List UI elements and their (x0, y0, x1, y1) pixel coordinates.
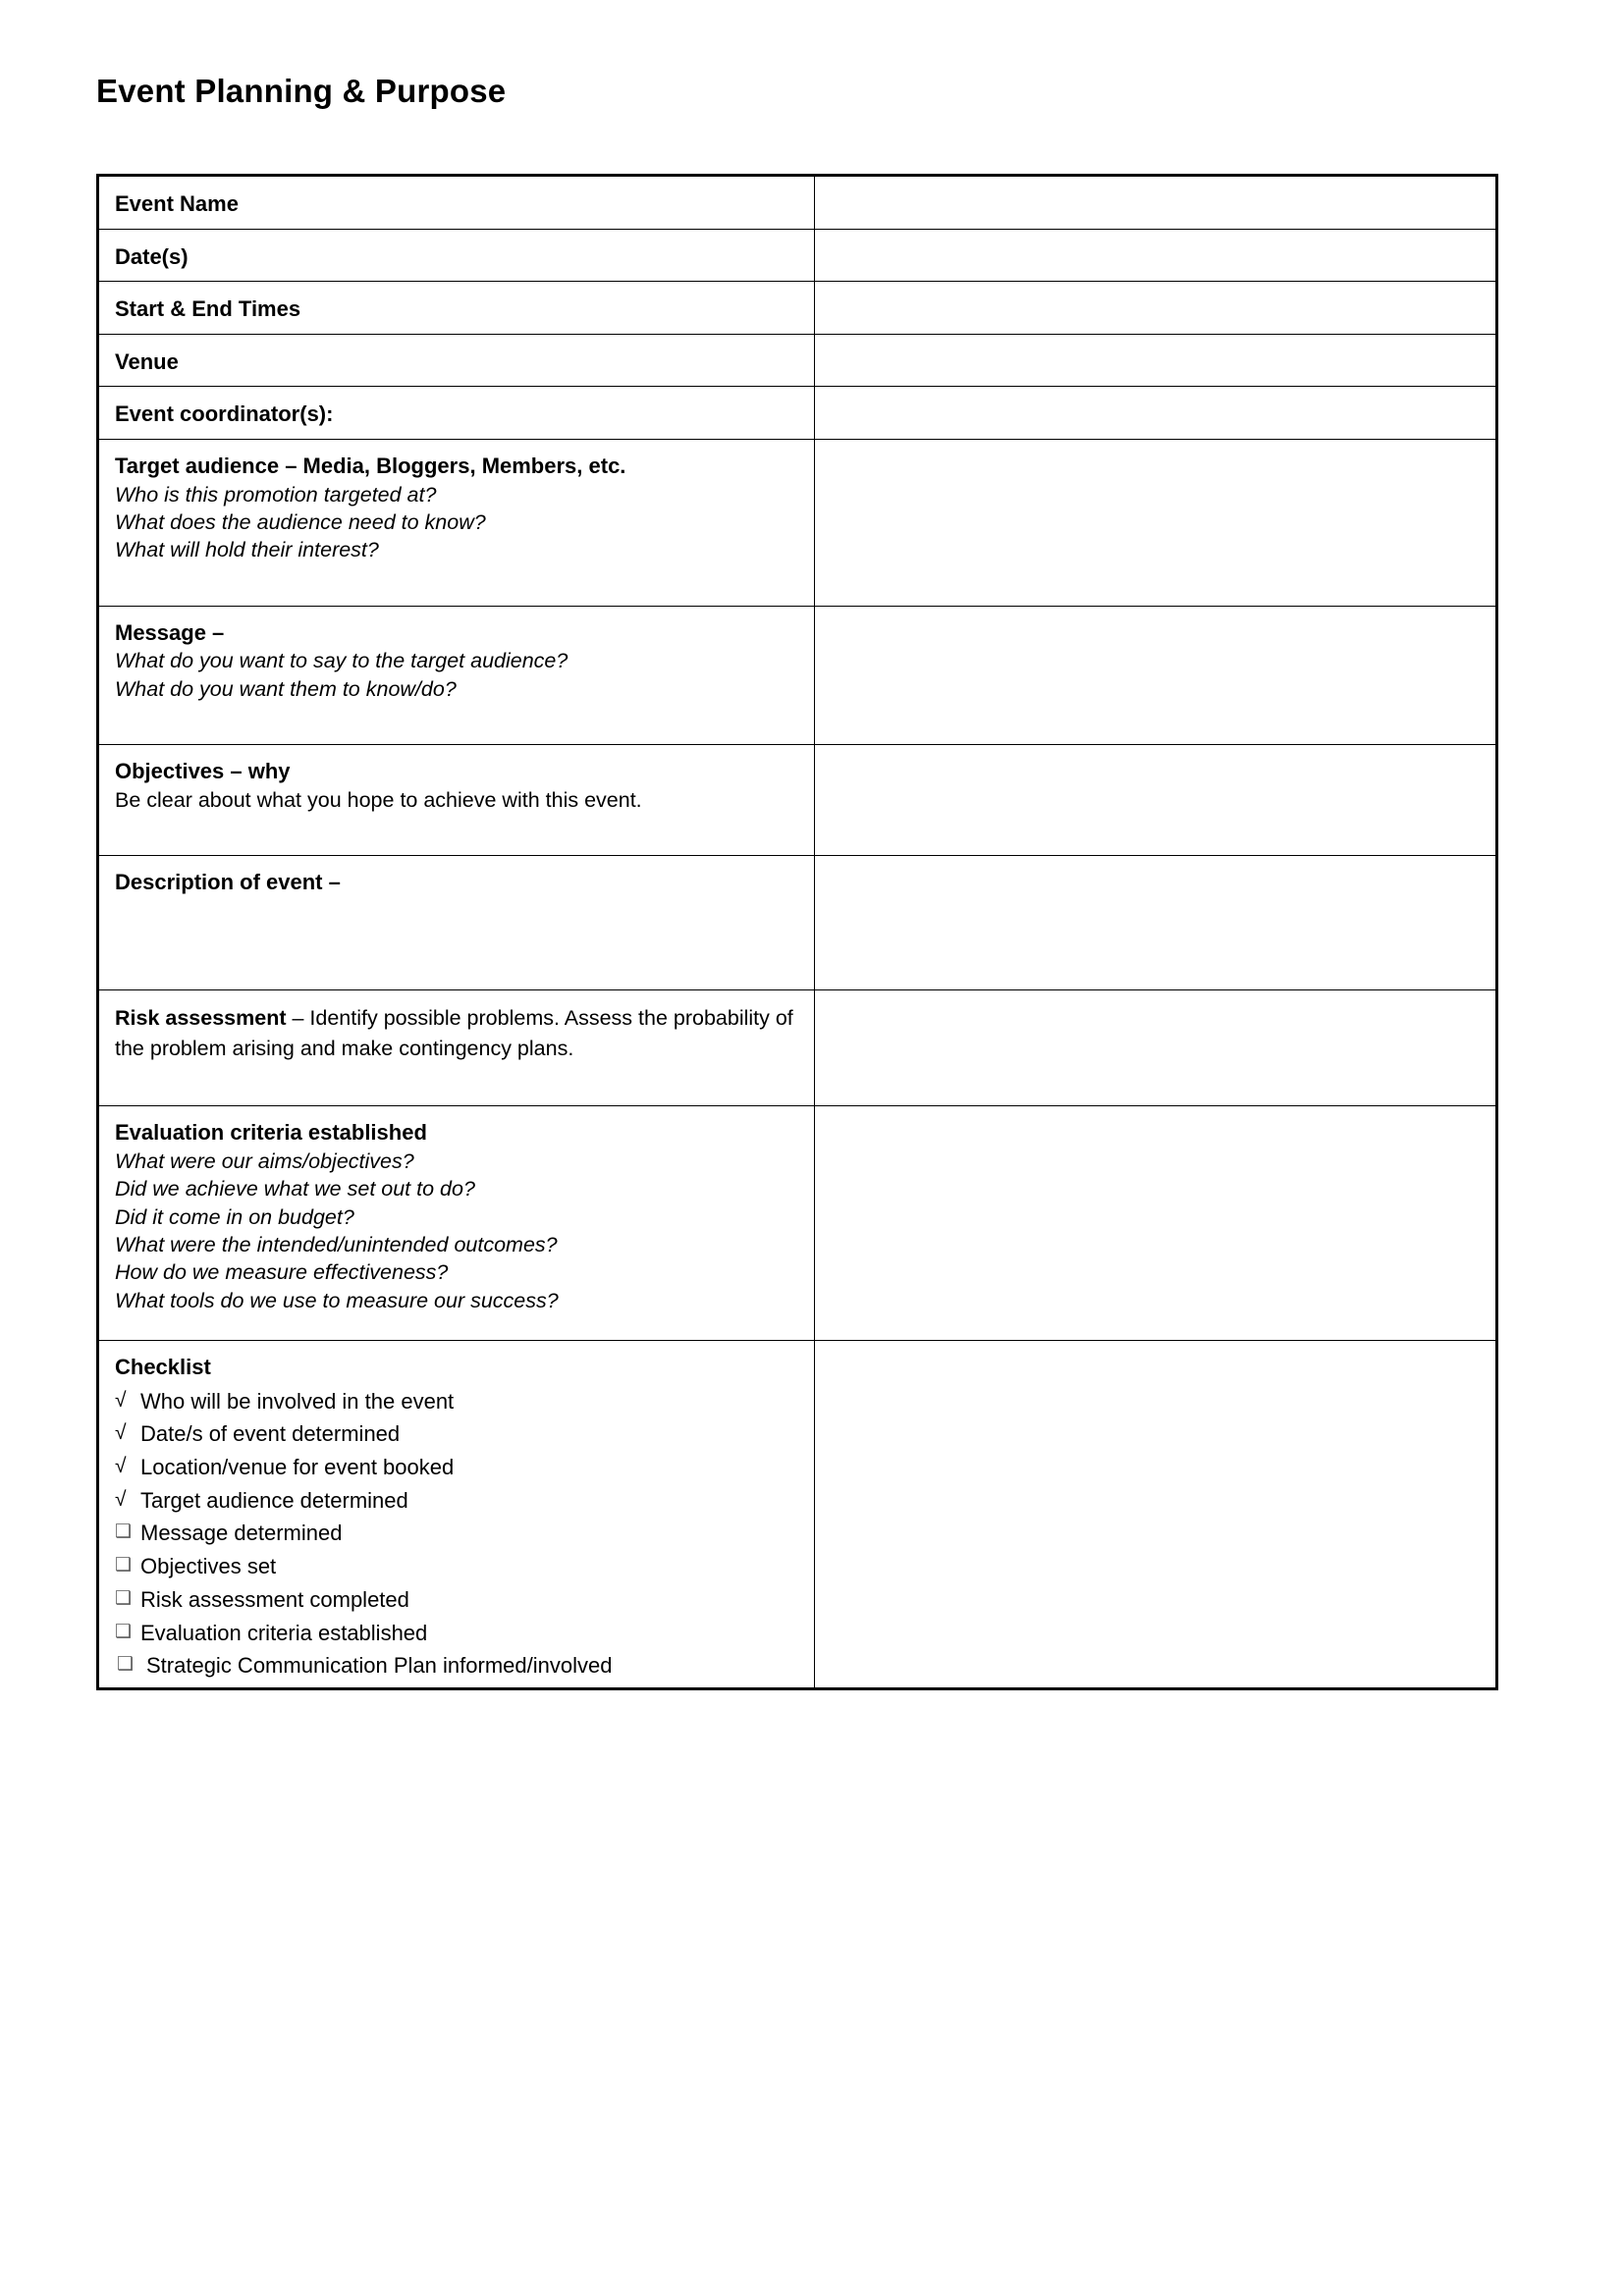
row-value-cell-event-coordinators[interactable] (815, 387, 1497, 440)
table-row (98, 856, 1497, 990)
table-row (98, 334, 1497, 387)
row-label-cell-dates (98, 229, 815, 282)
row-value-cell-objectives[interactable] (815, 745, 1497, 856)
field-label: Venue (115, 348, 179, 374)
field-label: Target audience – Media, Bloggers, Members, etc. (115, 453, 626, 478)
checkmark-icon: √ (115, 1455, 127, 1478)
row-label-cell-evaluation-criteria (98, 1106, 815, 1341)
table-row (98, 1341, 1497, 1689)
prompt-line: What were our aims/objectives? (115, 1148, 414, 1173)
field-label: Start & End Times (115, 296, 301, 322)
prompt-line: What do you want to say to the target audience? (115, 649, 568, 673)
checklist-item[interactable] (115, 1420, 804, 1448)
row-value-cell-target-audience[interactable] (815, 439, 1497, 606)
checklist-item[interactable] (115, 1553, 804, 1580)
field-label: Description of event – (115, 870, 341, 895)
prompt-line: What tools do we use to measure our success? (115, 1288, 559, 1312)
row-label-cell-description (98, 856, 815, 990)
row-value-cell-dates[interactable] (815, 229, 1497, 282)
checklist-item[interactable] (115, 1487, 804, 1515)
prompt-line: Be clear about what you hope to achieve with this event. (115, 787, 642, 812)
checkmark-icon: √ (115, 1388, 127, 1412)
row-label-cell-risk-assessment (98, 989, 815, 1105)
row-value-cell-start-end-times[interactable] (815, 282, 1497, 335)
row-label-cell-checklist (98, 1341, 815, 1689)
field-label: Checklist (115, 1355, 211, 1379)
field-description (115, 1003, 804, 1064)
prompt-line: Who is this promotion targeted at? (115, 482, 437, 507)
event-planning-form-table (96, 174, 1498, 1690)
checklist-item[interactable] (115, 1586, 804, 1614)
checklist-item-label: Strategic Communication Plan informed/involved (146, 1653, 613, 1679)
table-row (98, 387, 1497, 440)
field-label: Evaluation criteria established (115, 1120, 427, 1146)
row-label-cell-event-name (98, 176, 815, 230)
row-value-cell-description[interactable] (815, 856, 1497, 990)
checkmark-icon: √ (115, 1487, 127, 1511)
page-title: Event Planning & Purpose (96, 73, 507, 109)
table-row (98, 229, 1497, 282)
checklist-item-label: Message determined (140, 1521, 343, 1546)
field-label: Event Name (115, 191, 239, 216)
row-label-cell-venue (98, 334, 815, 387)
field-label: Risk assessment (115, 1005, 287, 1030)
empty-checkbox-icon: ❑ (117, 1654, 135, 1676)
prompt-line: What does the audience need to know? (115, 509, 486, 534)
checklist-item[interactable] (115, 1388, 804, 1415)
row-value-cell-evaluation-criteria[interactable] (815, 1106, 1497, 1341)
prompt-line: What will hold their interest? (115, 538, 379, 562)
prompt-line: What were the intended/unintended outcomes? (115, 1232, 558, 1256)
checklist-item-label: Target audience determined (140, 1487, 408, 1513)
table-row (98, 989, 1497, 1105)
checklist-item-label: Location/venue for event booked (140, 1455, 455, 1480)
checklist-item-label: Who will be involved in the event (140, 1388, 455, 1414)
field-label: Objectives – why (115, 759, 291, 784)
checklist-item[interactable] (115, 1652, 804, 1680)
checklist-item[interactable] (115, 1620, 804, 1647)
checklist-item-label: Evaluation criteria established (140, 1620, 428, 1645)
table-row (98, 176, 1497, 230)
row-value-cell-message[interactable] (815, 606, 1497, 744)
table-row (98, 1106, 1497, 1341)
table-row (98, 745, 1497, 856)
empty-checkbox-icon: ❑ (115, 1587, 133, 1609)
checklist-item-label: Risk assessment completed (140, 1586, 409, 1612)
prompt-line: Did it come in on budget? (115, 1204, 354, 1229)
field-label: Message – (115, 619, 225, 645)
empty-checkbox-icon: ❑ (115, 1522, 133, 1543)
table-row (98, 439, 1497, 606)
row-label-cell-start-end-times (98, 282, 815, 335)
field-label: Event coordinator(s): (115, 401, 334, 427)
checkmark-icon: √ (115, 1421, 127, 1445)
row-value-cell-event-name[interactable] (815, 176, 1497, 230)
field-label: Date(s) (115, 243, 189, 269)
prompt-line: What do you want them to know/do? (115, 676, 457, 701)
row-label-cell-event-coordinators (98, 387, 815, 440)
prompt-line: Did we achieve what we set out to do? (115, 1177, 475, 1201)
table-row (98, 282, 1497, 335)
row-value-cell-risk-assessment[interactable] (815, 989, 1497, 1105)
checklist-item[interactable] (115, 1454, 804, 1481)
prompt-line: How do we measure effectiveness? (115, 1260, 449, 1285)
row-label-cell-message (98, 606, 815, 744)
checklist-item-label: Date/s of event determined (140, 1421, 401, 1447)
field-body-text: – Identify possible problems. Assess the probability of the problem arising and make contingency plans. (115, 1005, 793, 1060)
empty-checkbox-icon: ❑ (115, 1621, 133, 1642)
row-label-cell-objectives (98, 745, 815, 856)
row-label-cell-target-audience (98, 439, 815, 606)
checklist-item[interactable] (115, 1520, 804, 1547)
empty-checkbox-icon: ❑ (115, 1555, 133, 1576)
table-row (98, 606, 1497, 744)
checklist-item-label: Objectives set (140, 1554, 277, 1579)
row-value-cell-venue[interactable] (815, 334, 1497, 387)
row-value-cell-checklist[interactable] (815, 1341, 1497, 1689)
